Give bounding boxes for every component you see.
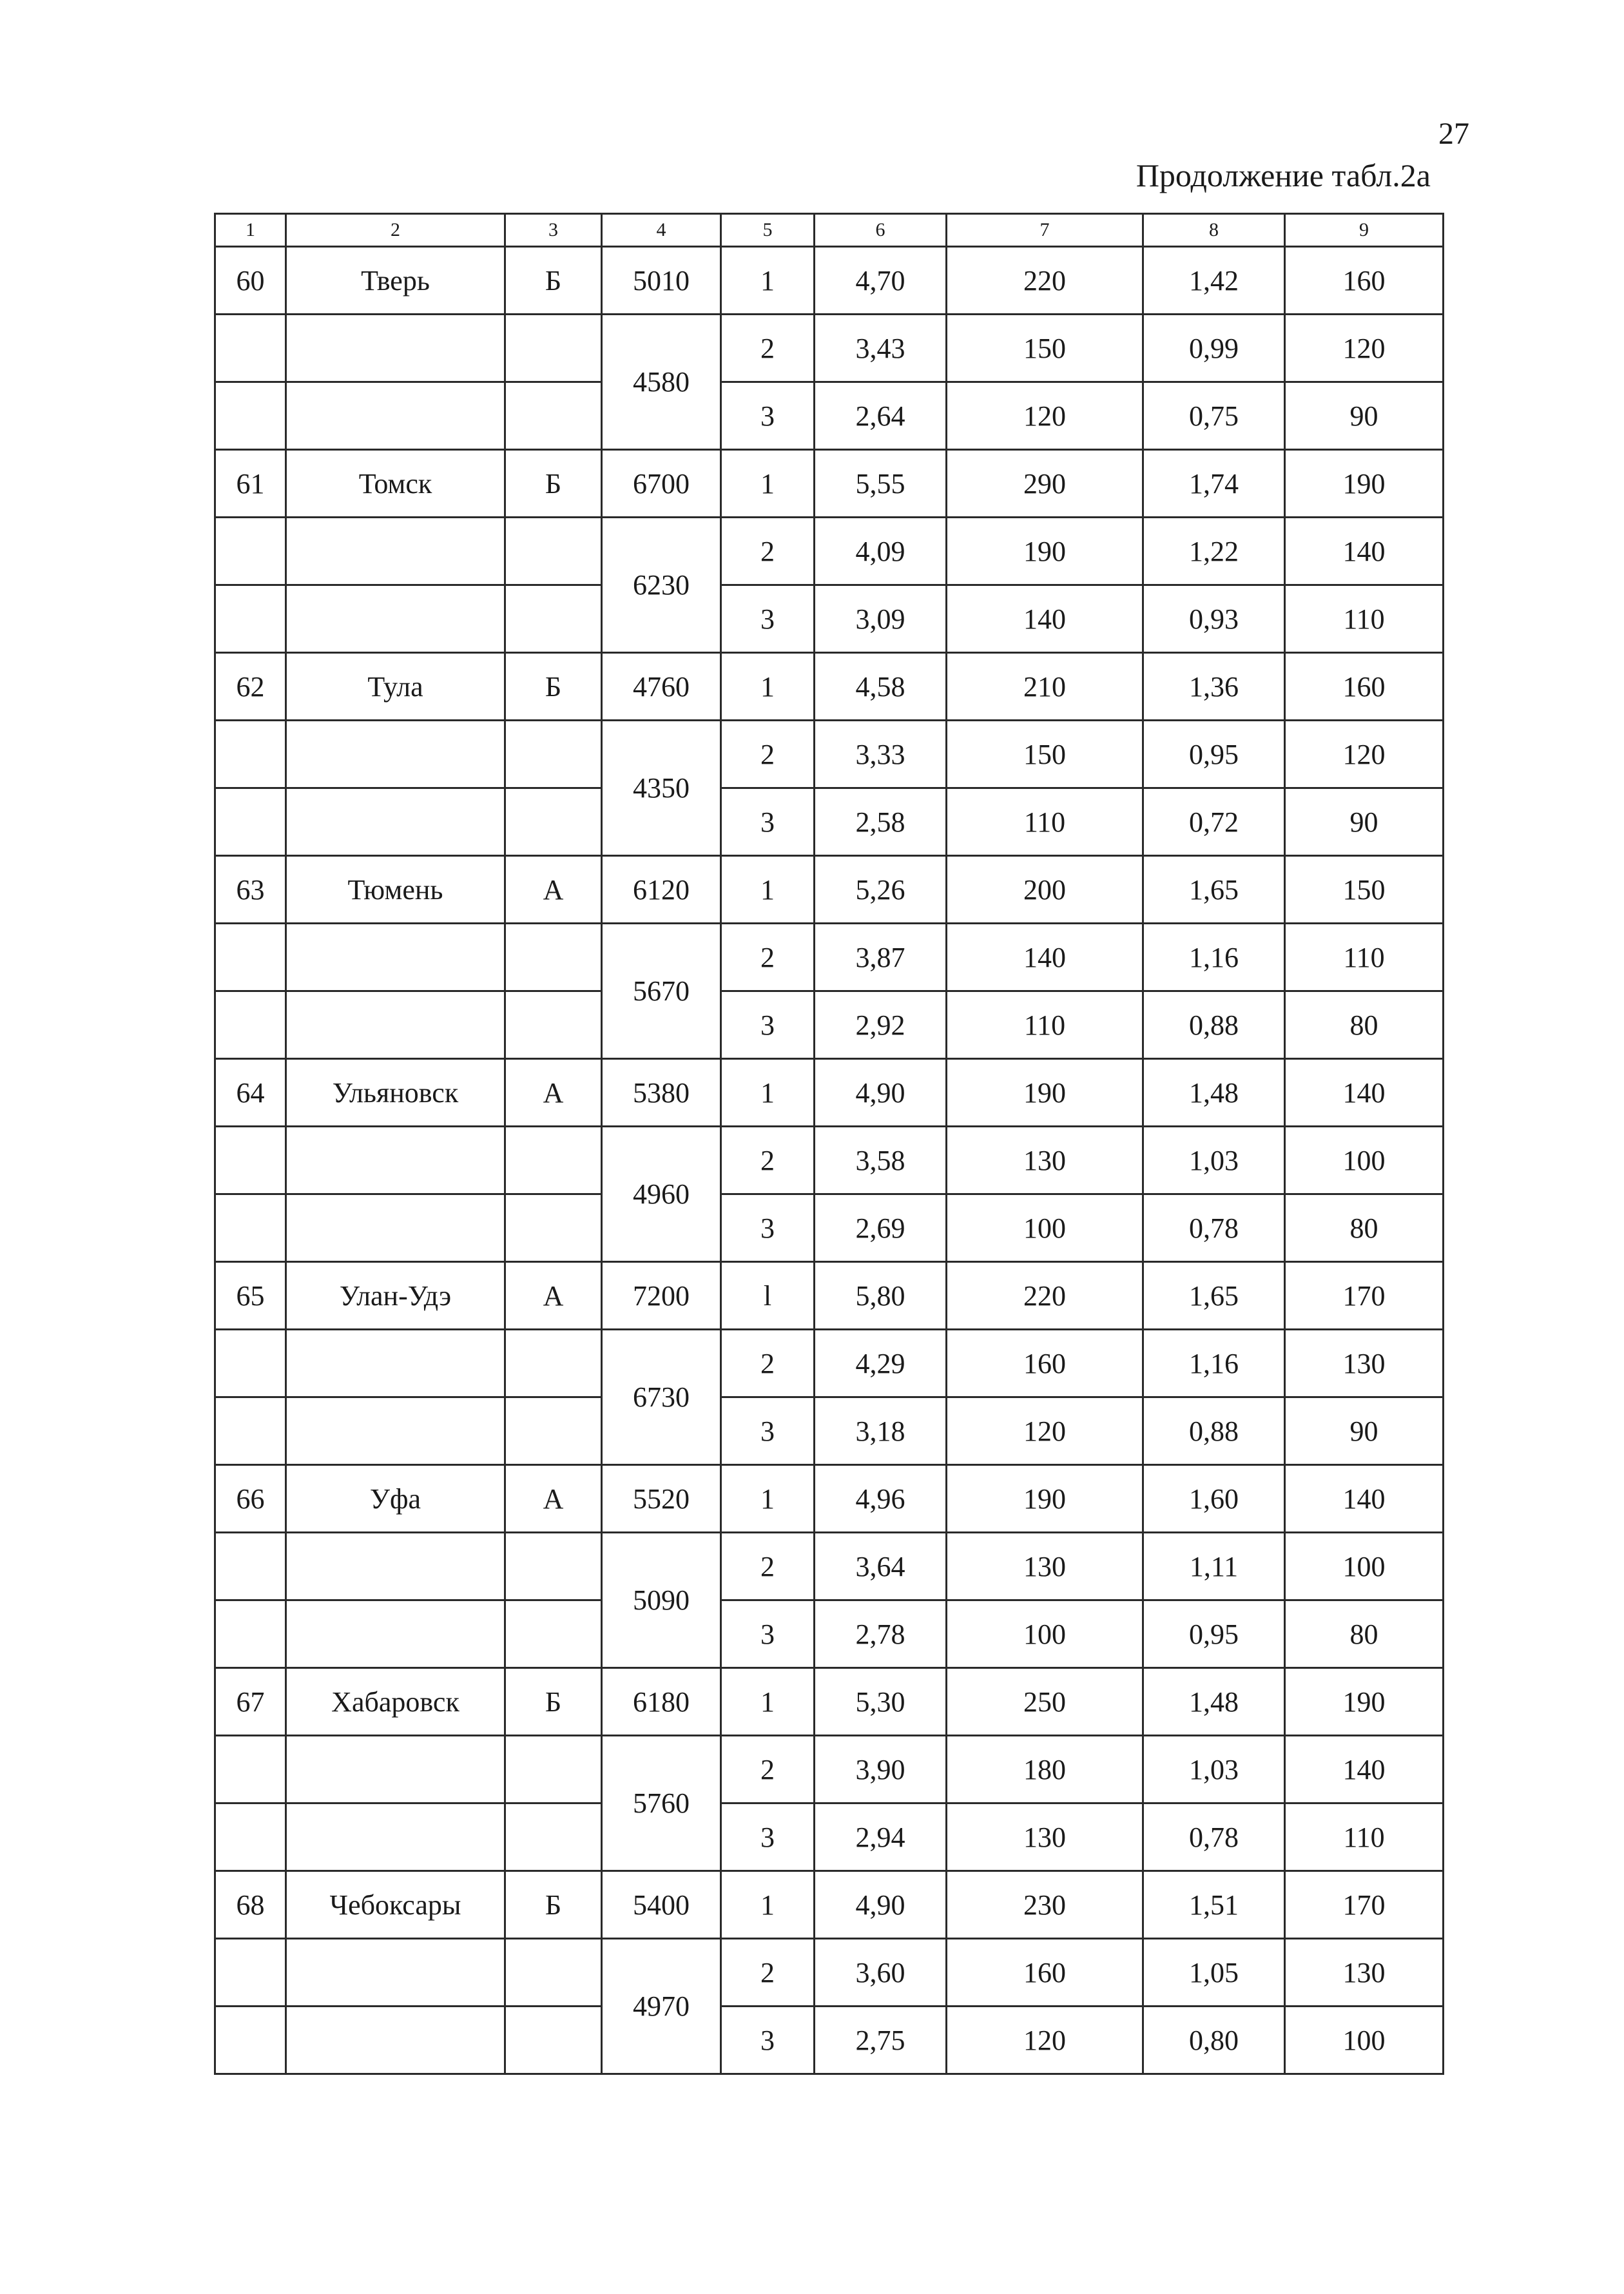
data-cell: 120 [947, 1397, 1143, 1465]
value-cell: 7200 [602, 1262, 721, 1330]
city-cell: Тула [286, 653, 505, 721]
empty-cell [505, 1600, 602, 1668]
data-cell: 3,58 [815, 1127, 947, 1194]
data-cell: 1,22 [1143, 518, 1285, 585]
data-cell: 4,29 [815, 1330, 947, 1397]
category-cell: А [505, 1059, 602, 1127]
header-cell: 2 [286, 214, 505, 247]
data-cell: 2 [721, 1330, 815, 1397]
data-cell: 130 [1285, 1330, 1444, 1397]
data-cell: l [721, 1262, 815, 1330]
table-row [215, 924, 1444, 991]
value-cell: 6180 [602, 1668, 721, 1736]
data-cell: 1,74 [1143, 450, 1285, 518]
data-cell: 3,18 [815, 1397, 947, 1465]
category-cell: Б [505, 653, 602, 721]
data-cell: 2,78 [815, 1600, 947, 1668]
data-cell: 0,75 [1143, 382, 1285, 450]
data-cell: 100 [947, 1194, 1143, 1262]
city-cell: Тюмень [286, 856, 505, 924]
data-cell: 3 [721, 585, 815, 653]
empty-cell [286, 382, 505, 450]
data-cell: 4,90 [815, 1871, 947, 1939]
data-cell: 2 [721, 315, 815, 382]
city-cell: Тверь [286, 247, 505, 315]
data-cell: 0,95 [1143, 721, 1285, 788]
empty-cell [286, 518, 505, 585]
empty-cell [286, 1330, 505, 1397]
value-cell: 5400 [602, 1871, 721, 1939]
row-number-cell: 67 [215, 1668, 286, 1736]
empty-cell [505, 1194, 602, 1262]
data-cell: 0,80 [1143, 2007, 1285, 2074]
data-cell: 220 [947, 1262, 1143, 1330]
empty-cell [505, 721, 602, 788]
data-cell: 190 [1285, 450, 1444, 518]
table-row [215, 315, 1444, 382]
header-cell: 3 [505, 214, 602, 247]
empty-cell [505, 991, 602, 1059]
data-cell: 5,80 [815, 1262, 947, 1330]
data-cell: 80 [1285, 991, 1444, 1059]
data-cell: 1,16 [1143, 924, 1285, 991]
table-row [215, 856, 1444, 924]
data-cell: 0,99 [1143, 315, 1285, 382]
data-cell: 180 [947, 1736, 1143, 1803]
category-cell: А [505, 856, 602, 924]
data-cell: 1,03 [1143, 1736, 1285, 1803]
data-cell: 3 [721, 991, 815, 1059]
merged-value-cell: 5670 [602, 924, 721, 1059]
data-cell: 0,72 [1143, 788, 1285, 856]
data-cell: 3 [721, 1803, 815, 1871]
header-row [215, 214, 1444, 247]
data-cell: 1,51 [1143, 1871, 1285, 1939]
data-cell: 190 [1285, 1668, 1444, 1736]
data-cell: 160 [947, 1939, 1143, 2007]
data-cell: 3 [721, 1397, 815, 1465]
data-cell: 5,55 [815, 450, 947, 518]
row-number-cell: 66 [215, 1465, 286, 1533]
category-cell: Б [505, 1871, 602, 1939]
header-cell: 1 [215, 214, 286, 247]
data-cell: 4,70 [815, 247, 947, 315]
data-cell: 200 [947, 856, 1143, 924]
empty-cell [215, 585, 286, 653]
data-cell: 140 [1285, 1059, 1444, 1127]
empty-cell [215, 1194, 286, 1262]
empty-cell [505, 1330, 602, 1397]
data-cell: 100 [1285, 1533, 1444, 1600]
empty-cell [505, 1127, 602, 1194]
row-number-cell: 63 [215, 856, 286, 924]
data-cell: 2,94 [815, 1803, 947, 1871]
merged-value-cell: 4350 [602, 721, 721, 856]
data-cell: 140 [947, 585, 1143, 653]
data-cell: 3 [721, 2007, 815, 2074]
empty-cell [215, 1803, 286, 1871]
data-cell: 1,48 [1143, 1059, 1285, 1127]
data-cell: 1 [721, 653, 815, 721]
data-cell: 100 [1285, 2007, 1444, 2074]
row-number-cell: 60 [215, 247, 286, 315]
empty-cell [286, 1939, 505, 2007]
data-cell: 1 [721, 1668, 815, 1736]
data-cell: 2 [721, 518, 815, 585]
data-cell: 150 [947, 721, 1143, 788]
data-cell: 230 [947, 1871, 1143, 1939]
empty-cell [505, 382, 602, 450]
table-row [215, 991, 1444, 1059]
category-cell: А [505, 1262, 602, 1330]
data-cell: 2 [721, 1736, 815, 1803]
empty-cell [215, 518, 286, 585]
table-row [215, 1262, 1444, 1330]
table-row [215, 2007, 1444, 2074]
table-row [215, 1939, 1444, 2007]
data-cell: 140 [1285, 518, 1444, 585]
data-cell: 1 [721, 856, 815, 924]
data-cell: 3 [721, 1194, 815, 1262]
data-cell: 190 [947, 1059, 1143, 1127]
data-cell: 3,60 [815, 1939, 947, 2007]
data-cell: 90 [1285, 1397, 1444, 1465]
data-cell: 160 [1285, 653, 1444, 721]
data-cell: 1,11 [1143, 1533, 1285, 1600]
data-cell: 2 [721, 924, 815, 991]
city-cell: Чебоксары [286, 1871, 505, 1939]
data-cell: 210 [947, 653, 1143, 721]
empty-cell [215, 1397, 286, 1465]
data-cell: 1,60 [1143, 1465, 1285, 1533]
value-cell: 5520 [602, 1465, 721, 1533]
data-cell: 130 [947, 1533, 1143, 1600]
empty-cell [215, 1127, 286, 1194]
empty-cell [286, 1736, 505, 1803]
data-cell: 1,03 [1143, 1127, 1285, 1194]
data-cell: 5,26 [815, 856, 947, 924]
empty-cell [215, 2007, 286, 2074]
header-cell: 8 [1143, 214, 1285, 247]
data-cell: 120 [947, 382, 1143, 450]
data-cell: 2,64 [815, 382, 947, 450]
value-cell: 6700 [602, 450, 721, 518]
row-number-cell: 64 [215, 1059, 286, 1127]
data-cell: 110 [947, 788, 1143, 856]
data-cell: 3 [721, 788, 815, 856]
data-cell: 120 [1285, 315, 1444, 382]
table-row [215, 1330, 1444, 1397]
data-cell: 1 [721, 1871, 815, 1939]
empty-cell [505, 1939, 602, 2007]
merged-value-cell: 6730 [602, 1330, 721, 1465]
data-cell: 1 [721, 450, 815, 518]
category-cell: Б [505, 450, 602, 518]
table-row [215, 1736, 1444, 1803]
data-cell: 1,05 [1143, 1939, 1285, 2007]
data-cell: 130 [947, 1127, 1143, 1194]
data-cell: 190 [947, 518, 1143, 585]
empty-cell [505, 2007, 602, 2074]
data-cell: 110 [947, 991, 1143, 1059]
data-cell: 1 [721, 1059, 815, 1127]
data-cell: 1,48 [1143, 1668, 1285, 1736]
data-cell: 100 [947, 1600, 1143, 1668]
city-cell: Уфа [286, 1465, 505, 1533]
data-cell: 0,78 [1143, 1194, 1285, 1262]
data-cell: 3,90 [815, 1736, 947, 1803]
data-cell: 190 [947, 1465, 1143, 1533]
data-cell: 2 [721, 1127, 815, 1194]
empty-cell [215, 924, 286, 991]
empty-cell [215, 788, 286, 856]
data-cell: 110 [1285, 924, 1444, 991]
data-cell: 0,88 [1143, 1397, 1285, 1465]
table-row [215, 721, 1444, 788]
data-cell: 4,90 [815, 1059, 947, 1127]
table-row [215, 653, 1444, 721]
data-cell: 0,95 [1143, 1600, 1285, 1668]
data-cell: 220 [947, 247, 1143, 315]
table-row [215, 1533, 1444, 1600]
data-table [214, 213, 1444, 2075]
data-cell: 0,93 [1143, 585, 1285, 653]
category-cell: А [505, 1465, 602, 1533]
data-cell: 2,58 [815, 788, 947, 856]
empty-cell [505, 315, 602, 382]
empty-cell [505, 1397, 602, 1465]
value-cell: 4760 [602, 653, 721, 721]
table-row [215, 1668, 1444, 1736]
empty-cell [215, 721, 286, 788]
empty-cell [505, 788, 602, 856]
category-cell: Б [505, 247, 602, 315]
data-cell: 2 [721, 1533, 815, 1600]
data-cell: 160 [947, 1330, 1143, 1397]
data-cell: 130 [1285, 1939, 1444, 2007]
empty-cell [505, 1533, 602, 1600]
data-cell: 3,09 [815, 585, 947, 653]
header-cell: 7 [947, 214, 1143, 247]
data-cell: 3,43 [815, 315, 947, 382]
empty-cell [286, 788, 505, 856]
page-number: 27 [1438, 117, 1469, 151]
data-cell: 1,36 [1143, 653, 1285, 721]
empty-cell [286, 315, 505, 382]
data-cell: 1 [721, 1465, 815, 1533]
empty-cell [286, 1194, 505, 1262]
data-cell: 1,42 [1143, 247, 1285, 315]
header-cell: 9 [1285, 214, 1444, 247]
city-cell: Улан-Удэ [286, 1262, 505, 1330]
table-row [215, 1059, 1444, 1127]
data-cell: 80 [1285, 1600, 1444, 1668]
data-cell: 150 [1285, 856, 1444, 924]
header-cell: 6 [815, 214, 947, 247]
empty-cell [286, 924, 505, 991]
empty-cell [286, 1803, 505, 1871]
empty-cell [286, 721, 505, 788]
empty-cell [505, 924, 602, 991]
empty-cell [215, 1533, 286, 1600]
data-cell: 4,09 [815, 518, 947, 585]
data-cell: 1 [721, 247, 815, 315]
empty-cell [215, 315, 286, 382]
empty-cell [215, 1600, 286, 1668]
empty-cell [286, 1397, 505, 1465]
empty-cell [286, 2007, 505, 2074]
empty-cell [286, 585, 505, 653]
merged-value-cell: 6230 [602, 518, 721, 653]
empty-cell [505, 1736, 602, 1803]
data-cell: 110 [1285, 585, 1444, 653]
table-row [215, 1397, 1444, 1465]
table-row [215, 247, 1444, 315]
row-number-cell: 65 [215, 1262, 286, 1330]
table-row [215, 1194, 1444, 1262]
empty-cell [215, 991, 286, 1059]
data-cell: 120 [947, 2007, 1143, 2074]
city-cell: Хабаровск [286, 1668, 505, 1736]
empty-cell [215, 382, 286, 450]
table-row [215, 1803, 1444, 1871]
data-cell: 1,65 [1143, 856, 1285, 924]
data-cell: 140 [947, 924, 1143, 991]
table-row [215, 1127, 1444, 1194]
merged-value-cell: 4580 [602, 315, 721, 450]
merged-value-cell: 4960 [602, 1127, 721, 1262]
data-cell: 170 [1285, 1871, 1444, 1939]
data-cell: 1,65 [1143, 1262, 1285, 1330]
data-cell: 90 [1285, 382, 1444, 450]
table-row [215, 1871, 1444, 1939]
data-cell: 3 [721, 382, 815, 450]
empty-cell [286, 1600, 505, 1668]
city-cell: Томск [286, 450, 505, 518]
value-cell: 5010 [602, 247, 721, 315]
data-cell: 2 [721, 721, 815, 788]
value-cell: 6120 [602, 856, 721, 924]
data-cell: 3 [721, 1600, 815, 1668]
empty-cell [215, 1736, 286, 1803]
data-cell: 5,30 [815, 1668, 947, 1736]
empty-cell [505, 1803, 602, 1871]
data-cell: 1,16 [1143, 1330, 1285, 1397]
data-cell: 3,33 [815, 721, 947, 788]
empty-cell [505, 585, 602, 653]
data-cell: 4,58 [815, 653, 947, 721]
data-cell: 130 [947, 1803, 1143, 1871]
header-cell: 4 [602, 214, 721, 247]
data-cell: 80 [1285, 1194, 1444, 1262]
table-caption: Продолжение табл.2а [1136, 157, 1431, 193]
table-row [215, 1465, 1444, 1533]
data-cell: 150 [947, 315, 1143, 382]
data-cell: 100 [1285, 1127, 1444, 1194]
row-number-cell: 61 [215, 450, 286, 518]
table-row [215, 1600, 1444, 1668]
empty-cell [215, 1330, 286, 1397]
data-cell: 290 [947, 450, 1143, 518]
data-cell: 170 [1285, 1262, 1444, 1330]
data-cell: 140 [1285, 1736, 1444, 1803]
data-cell: 4,96 [815, 1465, 947, 1533]
data-cell: 2,92 [815, 991, 947, 1059]
empty-cell [286, 1127, 505, 1194]
category-cell: Б [505, 1668, 602, 1736]
value-cell: 5380 [602, 1059, 721, 1127]
data-cell: 120 [1285, 721, 1444, 788]
table-row [215, 585, 1444, 653]
empty-cell [286, 991, 505, 1059]
data-cell: 2,75 [815, 2007, 947, 2074]
merged-value-cell: 4970 [602, 1939, 721, 2074]
city-cell: Ульяновск [286, 1059, 505, 1127]
data-cell: 2 [721, 1939, 815, 2007]
header-cell: 5 [721, 214, 815, 247]
table-row [215, 788, 1444, 856]
table-row [215, 518, 1444, 585]
table-row [215, 382, 1444, 450]
empty-cell [215, 1939, 286, 2007]
data-cell: 0,78 [1143, 1803, 1285, 1871]
data-cell: 90 [1285, 788, 1444, 856]
data-cell: 3,87 [815, 924, 947, 991]
data-cell: 250 [947, 1668, 1143, 1736]
data-cell: 110 [1285, 1803, 1444, 1871]
data-cell: 160 [1285, 247, 1444, 315]
row-number-cell: 62 [215, 653, 286, 721]
data-cell: 0,88 [1143, 991, 1285, 1059]
merged-value-cell: 5090 [602, 1533, 721, 1668]
row-number-cell: 68 [215, 1871, 286, 1939]
empty-cell [505, 518, 602, 585]
data-cell: 2,69 [815, 1194, 947, 1262]
table-row [215, 450, 1444, 518]
data-cell: 140 [1285, 1465, 1444, 1533]
data-cell: 3,64 [815, 1533, 947, 1600]
merged-value-cell: 5760 [602, 1736, 721, 1871]
empty-cell [286, 1533, 505, 1600]
